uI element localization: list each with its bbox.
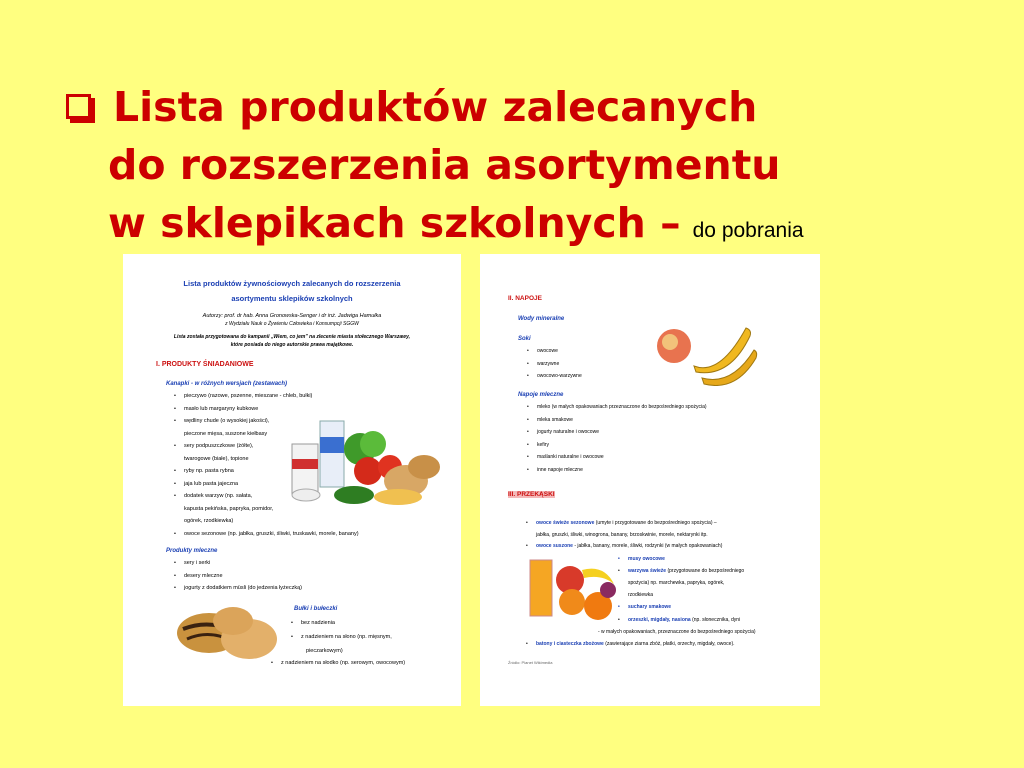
page1-item-9: • dodatek warzyw (np. sałata, — [184, 493, 252, 499]
snack-item-7: • batony i ciasteczka zbożowe (zawierające ziarna zbóż, płatki, orzechy, migdały, owoce). — [536, 641, 735, 647]
page1-sub-1: Kanapki - w różnych wersjach (zestawach) — [166, 381, 288, 387]
snack-item-1-line-2: jabłka, gruszki, śliwki, winogrona, banany, brzoskwinie, morele, nektarynki itp. — [536, 532, 708, 538]
page1-heading-1: Lista produktów żywnościowych zalecanych do rozszerzenia — [183, 279, 401, 288]
snack-item-4: • warzywa świeże (przygotowane do bezpośredniego — [628, 568, 744, 574]
slide-title — [66, 78, 804, 260]
page1-item-10: kapusta pekińska, papryka, pomidor, — [184, 505, 274, 512]
page2-section-2: II. NAPOJE — [508, 295, 542, 302]
download-link[interactable]: do pobrania — [692, 219, 804, 242]
document-page-1 — [123, 254, 461, 706]
page1-item-11: ogórek, rzodkiewka) — [184, 518, 234, 524]
page1-item-8: • jaja lub pasta jajeczna — [184, 481, 238, 487]
page2-juice-1: • owocowe — [537, 348, 558, 354]
juice-fruits-image — [524, 554, 624, 624]
page1-section-1: I. PRODUKTY ŚNIADANIOWE — [156, 361, 254, 368]
page2-milk-2: • mleka smakowe — [537, 417, 573, 423]
page2-juice-3: • owocowo-warzywne — [537, 373, 582, 379]
page1-milk-item-2: • desery mleczne — [184, 573, 223, 579]
page1-sub-3: Bułki i bułeczki — [294, 606, 338, 612]
page2-juice-2: • warzywne — [537, 361, 559, 367]
page1-bun-item-4: • z nadzieniem na słodko (np. serowym, owocowym) — [281, 660, 405, 666]
breakfast-food-image — [288, 409, 448, 514]
page1-note-2: które posiada do niego autorskie prawa majątkowe. — [230, 342, 354, 348]
page2-milk-1: • mleko (w małych opakowaniach przeznaczone do bezpośredniego spożycia) — [537, 404, 707, 410]
title-line-1 — [66, 78, 804, 136]
title-line-1-text: Lista produktów zalecanych — [113, 83, 758, 131]
apple-banana-image — [650, 316, 760, 386]
page1-item-2: • masło lub margaryny kubkowe — [184, 406, 258, 412]
bread-rolls-image — [173, 599, 283, 669]
snack-item-5: • suchary smakowe — [628, 604, 671, 610]
page1-bun-item-2: • z nadzieniem na słono (np. mięsnym, — [301, 634, 392, 640]
title-line-3 — [66, 194, 804, 260]
page1-item-6: twarogowe (białe), topione — [184, 455, 249, 462]
page1-item-1: • pieczywo (razowe, pszenne, mieszane - chleb, bułki) — [184, 393, 312, 399]
snack-item-4-line-2: spożycia) np. marchewka, papryka, ogórek, — [628, 580, 725, 586]
page2-sub-water: Wody mineralne — [518, 316, 565, 322]
page2-milk-3: • jogurty naturalne i owocowe — [537, 429, 599, 435]
snack-item-4-line-3: rzodkiewka — [628, 592, 654, 598]
page1-item-3: • wędliny chude (o wysokiej jakości), — [184, 418, 269, 424]
page1-milk-item-1: • sery i serki — [184, 560, 210, 566]
title-line-3-text: w sklepikach szkolnych – — [108, 199, 681, 247]
page1-item-12: • owoce sezonowe (np. jabłka, gruszki, śliwki, truskawki, morele, banany) — [184, 531, 359, 537]
page2-section-3: III. PRZEKĄSKI — [508, 491, 555, 498]
page2-footer: Źródło: Planet Wikimedia — [508, 660, 553, 665]
page1-bun-item-1: • bez nadzienia — [301, 620, 335, 626]
snack-item-6-line-2: - w małych opakowaniach, przeznaczone do bezpośredniego spożycia) — [598, 629, 756, 635]
page2-milk-6: • inne napoje mleczne — [537, 467, 583, 473]
page2-milk-5: • maślanki naturalne i owocowe — [537, 454, 604, 460]
snack-item-3: • musy owocowe — [628, 556, 665, 562]
page1-sub-2: Produkty mleczne — [166, 548, 218, 554]
page2-sub-juice: Soki — [518, 336, 531, 342]
page2-milk-4: • kefiry — [537, 442, 549, 448]
snack-item-1: • owoce świeże sezonowe (umyte i przygotowane do bezpośredniego spożycia) – — [536, 520, 717, 526]
page1-milk-item-3: • jogurty z dodatkiem müsli (do jedzenia łyżeczką) — [184, 585, 302, 591]
page2-sub-milk: Napoje mleczne — [518, 392, 564, 398]
page1-heading-2: asortymentu sklepików szkolnych — [231, 294, 353, 303]
page1-item-4: pieczone mięsa, suszone kiełbasy — [184, 430, 268, 437]
page1-item-7: • ryby np. pasta rybna — [184, 468, 234, 474]
page1-authors: Autorzy: prof. dr hab. Anna Gronowska-Senger i dr inż. Jadwiga Hamułka — [202, 313, 382, 319]
page1-note-1: Lista została przygotowana do kampanii „Wiem, co jem” na zlecenie miasta stołecznego Warszawy, — [173, 334, 411, 340]
title-line-2: do rozszerzenia asortymentu — [108, 141, 781, 189]
snack-item-6: • orzeszki, migdały, nasiona (np. słonecznika, dyni — [628, 617, 740, 623]
document-page-2 — [480, 254, 820, 706]
page1-dept: z Wydziału Nauk o Żywieniu Człowieka i Konsumpcji SGGW — [225, 321, 359, 327]
checkbox-bullet-icon — [66, 94, 91, 119]
snack-item-2: • owoce suszone - jabłka, banany, morele, śliwki, rodzynki (w małych opakowaniach) — [536, 543, 722, 549]
page1-bun-item-3: pieczarkowym) — [306, 648, 343, 654]
page1-item-5: • sery podpuszczkowe (żółte), — [184, 443, 253, 449]
